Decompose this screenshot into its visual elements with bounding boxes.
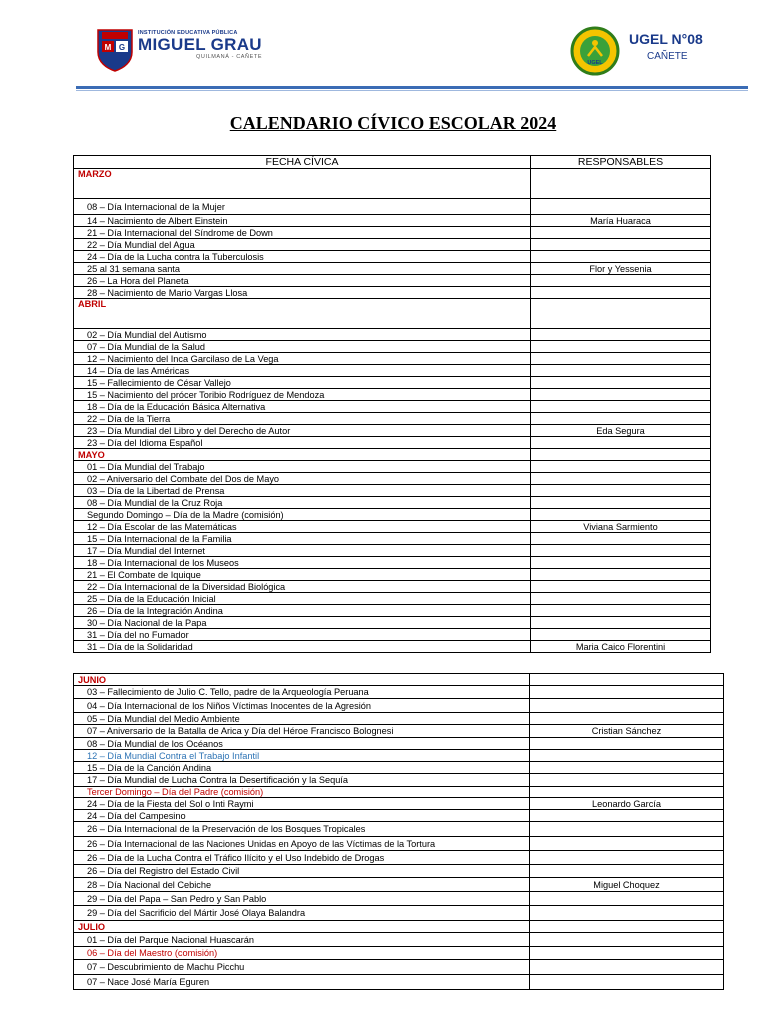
fecha-cell: 04 – Día Internacional de los Niños Víctimas Inocentes de la Agresión — [74, 699, 530, 713]
table-row — [74, 239, 711, 251]
responsable-cell — [530, 713, 724, 725]
school-type: INSTITUCIÓN EDUCATIVA PÚBLICA — [138, 30, 238, 36]
table-row — [74, 865, 724, 878]
fecha-cell: 01 – Día Mundial del Trabajo — [74, 461, 531, 473]
fecha-cell: 23 – Día del Idioma Español — [74, 437, 531, 449]
table-row — [74, 353, 711, 365]
fecha-cell: 15 – Día Internacional de la Familia — [74, 533, 531, 545]
fecha-cell: 28 – Día Nacional del Cebiche — [74, 878, 530, 892]
responsable-cell — [531, 437, 711, 449]
table-row — [74, 287, 711, 299]
table-row — [74, 641, 711, 653]
responsable-cell — [530, 865, 724, 878]
month-heading-row — [74, 674, 724, 686]
responsable-cell: Cristian Sánchez — [530, 725, 724, 738]
responsable-cell — [530, 750, 724, 762]
responsable-cell — [531, 199, 711, 215]
responsable-cell — [530, 960, 724, 975]
responsable-cell — [531, 251, 711, 263]
month-heading-row — [74, 169, 711, 199]
table-row — [74, 617, 711, 629]
fecha-cell: Tercer Domingo – Día del Padre (comisión) — [74, 787, 530, 798]
fecha-cell: 24 – Día de la Fiesta del Sol o Inti Raymi — [74, 798, 530, 810]
responsable-cell — [530, 822, 724, 837]
responsable-cell: Maria Caico Florentini — [531, 641, 711, 653]
logo-letter-m: M — [104, 43, 112, 52]
responsable-cell — [530, 947, 724, 960]
responsable-cell — [531, 461, 711, 473]
table-row — [74, 593, 711, 605]
responsable-cell — [531, 509, 711, 521]
fecha-cell: 21 – El Combate de Iquique — [74, 569, 531, 581]
civic-calendar-table-2 — [73, 673, 724, 990]
month-heading-row — [74, 299, 711, 329]
responsable-cell — [531, 227, 711, 239]
responsable-cell — [531, 299, 711, 329]
fecha-cell: 05 – Día Mundial del Medio Ambiente — [74, 713, 530, 725]
responsable-cell — [531, 449, 711, 461]
table-row — [74, 798, 724, 810]
column-header-responsables: RESPONSABLES — [531, 156, 711, 169]
document-title: CALENDARIO CÍVICO ESCOLAR 2024 — [229, 113, 557, 133]
school-shield-logo — [96, 28, 134, 72]
fecha-cell: ABRIL — [74, 299, 531, 329]
month-heading-row — [74, 921, 724, 933]
fecha-cell: 12 – Día Mundial Contra el Trabajo Infantil — [74, 750, 530, 762]
fecha-cell: 26 – Día del Registro del Estado Civil — [74, 865, 530, 878]
table-row — [74, 878, 724, 892]
fecha-cell: 17 – Día Mundial del Internet — [74, 545, 531, 557]
fecha-cell: 02 – Día Mundial del Autismo — [74, 329, 531, 341]
table-row — [74, 497, 711, 509]
fecha-cell: 31 – Día del no Fumador — [74, 629, 531, 641]
responsable-cell — [530, 921, 724, 933]
school-name-block — [138, 30, 262, 60]
responsable-cell — [531, 389, 711, 401]
responsable-cell — [531, 353, 711, 365]
fecha-cell: 21 – Día Internacional del Síndrome de Down — [74, 227, 531, 239]
fecha-cell: 07 – Nace José María Eguren — [74, 975, 530, 990]
responsable-cell — [531, 275, 711, 287]
header-rule-thin — [76, 90, 748, 91]
responsable-cell — [531, 239, 711, 251]
document-header — [0, 0, 768, 96]
responsable-cell: María Huaraca — [531, 215, 711, 227]
header-rule — [76, 86, 748, 89]
responsable-cell — [531, 365, 711, 377]
fecha-cell: 25 al 31 semana santa — [74, 263, 531, 275]
fecha-cell: 26 – La Hora del Planeta — [74, 275, 531, 287]
fecha-cell: JUNIO — [74, 674, 530, 686]
table-row — [74, 933, 724, 947]
fecha-cell: Segundo Domingo – Día de la Madre (comisión) — [74, 509, 531, 521]
table-row — [74, 787, 724, 798]
table-row — [74, 509, 711, 521]
responsable-cell — [531, 605, 711, 617]
responsable-cell — [530, 774, 724, 787]
responsable-cell — [531, 329, 711, 341]
responsable-cell — [531, 593, 711, 605]
fecha-cell: 15 – Fallecimiento de César Vallejo — [74, 377, 531, 389]
responsable-cell — [530, 810, 724, 822]
fecha-cell: 07 – Día Mundial de la Salud — [74, 341, 531, 353]
fecha-cell: 08 – Día Mundial de los Océanos — [74, 738, 530, 750]
fecha-cell: 06 – Día del Maestro (comisión) — [74, 947, 530, 960]
table-row — [74, 851, 724, 865]
table-row — [74, 738, 724, 750]
fecha-cell: 03 – Fallecimiento de Julio C. Tello, padre de la Arqueología Peruana — [74, 686, 530, 699]
table-row — [74, 251, 711, 263]
table-row — [74, 401, 711, 413]
table-row — [74, 437, 711, 449]
fecha-cell: 26 – Día Internacional de la Preservación de los Bosques Tropicales — [74, 822, 530, 837]
table-row — [74, 960, 724, 975]
ugel-round-logo — [570, 26, 620, 76]
responsable-cell: Miguel Choquez — [530, 878, 724, 892]
fecha-cell: 14 – Día de las Américas — [74, 365, 531, 377]
table-row — [74, 263, 711, 275]
fecha-cell: 22 – Día Mundial del Agua — [74, 239, 531, 251]
responsable-cell — [531, 485, 711, 497]
fecha-cell: 07 – Descubrimiento de Machu Picchu — [74, 960, 530, 975]
table-row — [74, 329, 711, 341]
table-2-body — [74, 674, 724, 990]
responsable-cell: Eda Segura — [531, 425, 711, 437]
responsable-cell: Viviana Sarmiento — [531, 521, 711, 533]
table-row — [74, 892, 724, 906]
responsable-cell: Leonardo García — [530, 798, 724, 810]
fecha-cell: 15 – Nacimiento del prócer Toribio Rodríguez de Mendoza — [74, 389, 531, 401]
table-row — [74, 199, 711, 215]
table-row — [74, 906, 724, 921]
responsable-cell — [530, 837, 724, 851]
fecha-cell: 29 – Día del Papa – San Pedro y San Pablo — [74, 892, 530, 906]
responsable-cell — [530, 699, 724, 713]
table-row — [74, 227, 711, 239]
fecha-cell: 08 – Día Internacional de la Mujer — [74, 199, 531, 215]
table-row — [74, 377, 711, 389]
school-name: MIGUEL GRAU — [138, 35, 262, 54]
fecha-cell: 26 – Día Internacional de las Naciones Unidas en Apoyo de las Víctimas de la Tortura — [74, 837, 530, 851]
table-row — [74, 521, 711, 533]
ugel-subtitle: CAÑETE — [647, 51, 688, 62]
fecha-cell: 14 – Nacimiento de Albert Einstein — [74, 215, 531, 227]
table-row — [74, 686, 724, 699]
table-row — [74, 341, 711, 353]
fecha-cell: 24 – Día de la Lucha contra la Tuberculosis — [74, 251, 531, 263]
table-row — [74, 533, 711, 545]
fecha-cell: 02 – Aniversario del Combate del Dos de Mayo — [74, 473, 531, 485]
column-header-fecha: FECHA CÍVICA — [74, 156, 531, 169]
table-row — [74, 545, 711, 557]
responsable-cell: Flor y Yessenia — [531, 263, 711, 275]
responsable-cell — [531, 569, 711, 581]
table-row — [74, 947, 724, 960]
responsable-cell — [531, 377, 711, 389]
table-row — [74, 725, 724, 738]
fecha-cell: 22 – Día de la Tierra — [74, 413, 531, 425]
responsable-cell — [530, 975, 724, 990]
responsable-cell — [531, 617, 711, 629]
fecha-cell: 30 – Día Nacional de la Papa — [74, 617, 531, 629]
fecha-cell: MARZO — [74, 169, 531, 199]
responsable-cell — [530, 933, 724, 947]
table-row — [74, 485, 711, 497]
fecha-cell: 18 – Día de la Educación Básica Alternativa — [74, 401, 531, 413]
ugel-title: UGEL N°08 — [629, 31, 703, 47]
responsable-cell — [530, 892, 724, 906]
responsable-cell — [531, 287, 711, 299]
table-row — [74, 215, 711, 227]
table-row — [74, 581, 711, 593]
table-row — [74, 413, 711, 425]
fecha-cell: 23 – Día Mundial del Libro y del Derecho de Autor — [74, 425, 531, 437]
month-heading-row — [74, 449, 711, 461]
table-row — [74, 975, 724, 990]
responsable-cell — [530, 762, 724, 774]
table-row — [74, 365, 711, 377]
table-row — [74, 389, 711, 401]
responsable-cell — [531, 533, 711, 545]
responsable-cell — [530, 738, 724, 750]
fecha-cell: 24 – Día del Campesino — [74, 810, 530, 822]
responsable-cell — [531, 341, 711, 353]
responsable-cell — [530, 851, 724, 865]
table-row — [74, 557, 711, 569]
table-row — [74, 774, 724, 787]
responsable-cell — [530, 906, 724, 921]
ugel-logo-text: UGEL — [587, 60, 603, 66]
school-location: QUILMANÁ - CAÑETE — [196, 54, 263, 60]
responsable-cell — [531, 629, 711, 641]
fecha-cell: 26 – Día de la Integración Andina — [74, 605, 531, 617]
table-row — [74, 713, 724, 725]
civic-calendar-table-1 — [73, 155, 711, 653]
table-row — [74, 461, 711, 473]
fecha-cell: 15 – Día de la Canción Andina — [74, 762, 530, 774]
responsable-cell — [530, 674, 724, 686]
table-row — [74, 762, 724, 774]
table-row — [74, 822, 724, 837]
table-row — [74, 569, 711, 581]
fecha-cell: 25 – Día de la Educación Inicial — [74, 593, 531, 605]
fecha-cell: JULIO — [74, 921, 530, 933]
fecha-cell: 08 – Día Mundial de la Cruz Roja — [74, 497, 531, 509]
responsable-cell — [530, 686, 724, 699]
table-row — [74, 750, 724, 762]
responsable-cell — [531, 557, 711, 569]
fecha-cell: 29 – Día del Sacrificio del Mártir José Olaya Balandra — [74, 906, 530, 921]
table-row — [74, 699, 724, 713]
table-row — [74, 473, 711, 485]
table-row — [74, 425, 711, 437]
fecha-cell: 12 – Día Escolar de las Matemáticas — [74, 521, 531, 533]
fecha-cell: 31 – Día de la Solidaridad — [74, 641, 531, 653]
logo-letter-g: G — [118, 43, 126, 52]
fecha-cell: 26 – Día de la Lucha Contra el Tráfico Ilícito y el Uso Indebido de Drogas — [74, 851, 530, 865]
responsable-cell — [531, 169, 711, 199]
responsable-cell — [531, 581, 711, 593]
table-row — [74, 605, 711, 617]
fecha-cell: MAYO — [74, 449, 531, 461]
responsable-cell — [531, 545, 711, 557]
fecha-cell: 22 – Día Internacional de la Diversidad Biológica — [74, 581, 531, 593]
fecha-cell: 18 – Día Internacional de los Museos — [74, 557, 531, 569]
table-1-body — [74, 169, 711, 653]
table-header-row — [74, 156, 711, 169]
responsable-cell — [531, 413, 711, 425]
fecha-cell: 07 – Aniversario de la Batalla de Arica y Día del Héroe Francisco Bolognesi — [74, 725, 530, 738]
table-row — [74, 629, 711, 641]
table-row — [74, 275, 711, 287]
responsable-cell — [531, 497, 711, 509]
responsable-cell — [531, 473, 711, 485]
fecha-cell: 28 – Nacimiento de Mario Vargas Llosa — [74, 287, 531, 299]
table-row — [74, 837, 724, 851]
fecha-cell: 03 – Día de la Libertad de Prensa — [74, 485, 531, 497]
fecha-cell: 01 – Día del Parque Nacional Huascarán — [74, 933, 530, 947]
fecha-cell: 17 – Día Mundial de Lucha Contra la Desertificación y la Sequía — [74, 774, 530, 787]
responsable-cell — [531, 401, 711, 413]
fecha-cell: 12 – Nacimiento del Inca Garcilaso de La Vega — [74, 353, 531, 365]
responsable-cell — [530, 787, 724, 798]
table-row — [74, 810, 724, 822]
